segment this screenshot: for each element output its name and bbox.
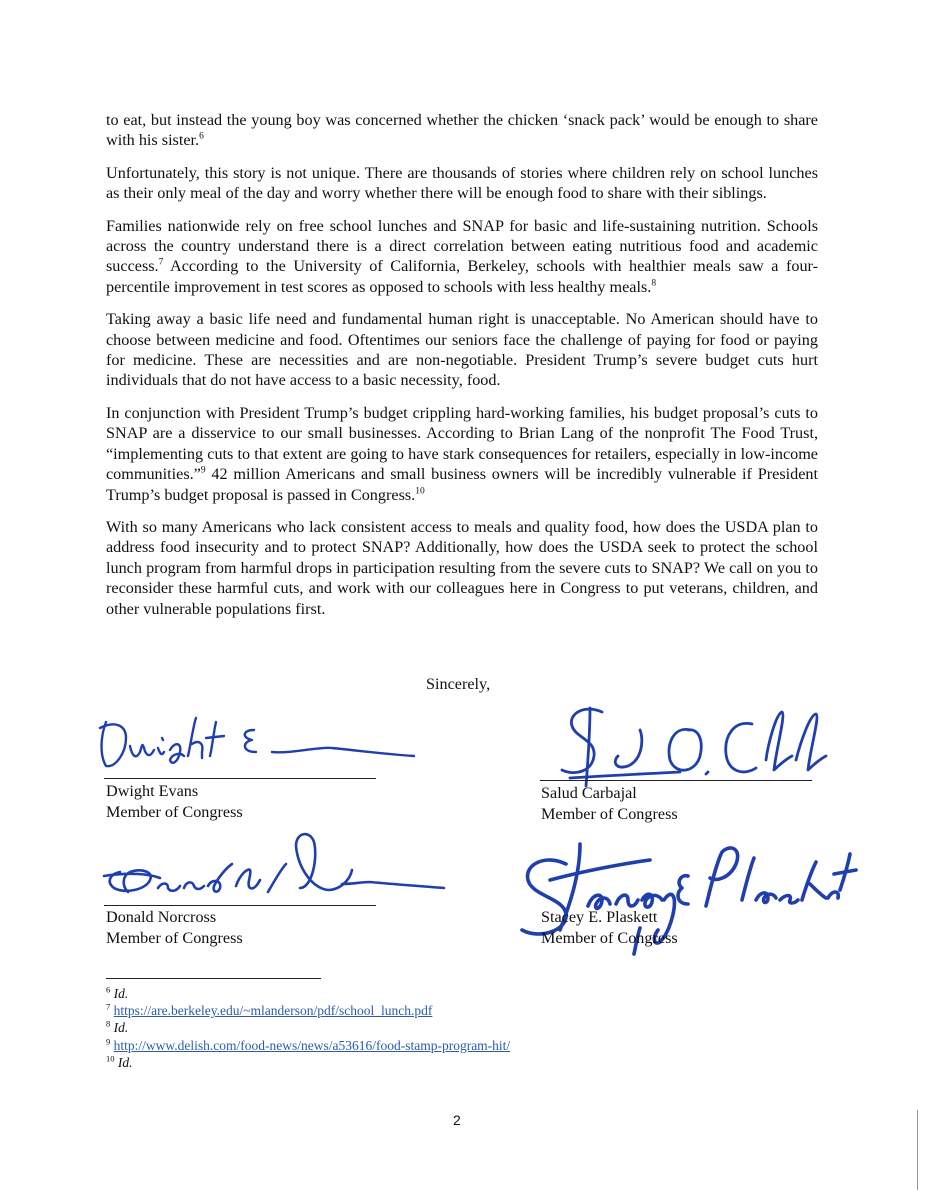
signer-name-dwight-evans: Dwight Evans (106, 782, 199, 800)
letter-body (106, 110, 818, 631)
footnote-marker: 9 (200, 465, 206, 476)
signature-line-donald-norcross (104, 905, 376, 906)
footnote-marker: 7 (158, 258, 164, 269)
footnote-marker: 8 (651, 278, 657, 289)
signer-title-salud-carbajal: Member of Congress (541, 805, 678, 823)
footnote-text: Id. (113, 986, 129, 1001)
signature-line-salud-carbajal (540, 780, 812, 781)
footnote-text: Id. (113, 1020, 129, 1036)
footnote-marker: 10 (415, 486, 425, 497)
footnotes (106, 985, 706, 1071)
signer-title-dwight-evans: Member of Congress (106, 803, 243, 821)
signer-title-stacey-plaskett: Member of Congress (541, 929, 678, 947)
footnote-number: 8 (106, 1018, 111, 1029)
footnote-6 (106, 985, 706, 1002)
paragraph-text: Families nationwide rely on free school lunches and SNAP for basic and life-sustaining nutrition. Schools across the country understand there is a direct correlation between eating nutritious food and academic success. (106, 216, 818, 276)
footnote-7 (106, 1002, 706, 1019)
paragraph-text: Taking away a basic life need and fundamental human right is unacceptable. No American should have to choose between medicine and food. Oftentimes our seniors face the challenge of paying for food or paying for medicine. These are necessities and are non-negotiable. President Trump’s severe budget cuts hurt individuals that do not have access to a basic necessity, food. (106, 310, 818, 390)
closing-salutation: Sincerely, (426, 675, 491, 693)
signature-donald-norcross (100, 828, 450, 908)
letter-paragraph (106, 309, 818, 391)
letter-paragraph (106, 403, 818, 505)
letter-paragraph (106, 163, 818, 204)
footnote-number: 10 (106, 1053, 115, 1064)
footnote-number: 6 (106, 984, 111, 995)
paragraph-text: Unfortunately, this story is not unique. There are thousands of stories where children rely on school lunches as their only meal of the day and worry whether there will be enough food to share with their siblings. (106, 163, 818, 203)
footnote-separator (106, 978, 321, 979)
paragraph-text: In conjunction with President Trump’s budget crippling hard-working families, his budget proposal’s cuts to SNAP are a disservice to our small businesses. According to Brian Lang of the nonprofit The Food Trust, “implementing cuts to that extent are going to have stark consequences for retailers, especially in low-income communities.” (106, 403, 818, 484)
footnote-marker: 6 (199, 132, 204, 143)
signer-name-salud-carbajal: Salud Carbajal (541, 784, 637, 802)
letter-paragraph (106, 216, 818, 298)
letter-paragraph (106, 110, 818, 151)
footnote-8 (106, 1019, 706, 1036)
paragraph-text: According to the University of California, Berkeley, schools with healthier meals saw a four-percentile improvement in test scores as opposed to schools with less healthy meals. (106, 257, 818, 296)
paragraph-text: With so many Americans who lack consistent access to meals and quality food, how does the USDA plan to address food insecurity and to protect SNAP? Additionally, how does the USDA seek to protect the school lunch program from harmful drops in participation resulting from the severe cuts to SNAP? We call on you to reconsider these harmful cuts, and work with our colleagues here in Congress to put veterans, children, and other vulnerable populations first. (106, 517, 818, 618)
paragraph-text: to eat, but instead the young boy was concerned whether the chicken ‘snack pack’ would be enough to share with his sister. (106, 111, 818, 150)
signer-title-donald-norcross: Member of Congress (106, 929, 243, 947)
footnote-10 (106, 1054, 706, 1071)
footnote-number: 9 (106, 1036, 111, 1047)
signature-stacey-plaskett (510, 834, 860, 974)
footnote-link[interactable]: http://www.delish.com/food-news/news/a53616/food-stamp-program-hit/ (113, 1037, 511, 1053)
signature-line-dwight-evans (104, 778, 376, 779)
page-number: 2 (453, 1112, 461, 1128)
footnote-link[interactable]: https://are.berkeley.edu/~mlanderson/pdf/school_lunch.pdf (113, 1003, 433, 1019)
signature-dwight-evans (92, 708, 422, 778)
signer-name-donald-norcross: Donald Norcross (106, 908, 217, 926)
scan-edge-line (917, 1110, 918, 1190)
footnote-9 (106, 1037, 706, 1054)
signer-name-stacey-plaskett: Stacey E. Plaskett (541, 908, 658, 926)
paragraph-text: 42 million Americans and small business owners will be incredibly vulnerable if President Trump’s budget proposal is passed in Congress. (106, 465, 818, 504)
letter-paragraph (106, 517, 818, 619)
footnote-number: 7 (106, 1001, 111, 1012)
footnote-text: Id. (117, 1054, 133, 1070)
